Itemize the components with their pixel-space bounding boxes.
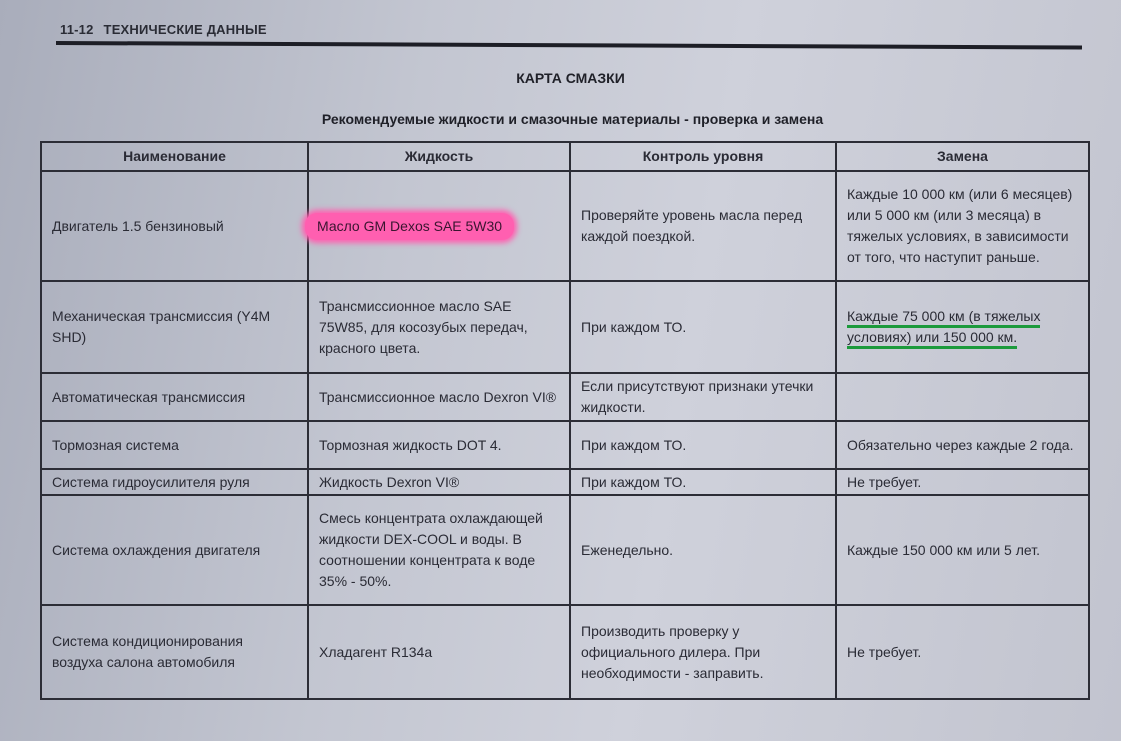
cell-name: Система охлаждения двигателя	[41, 495, 308, 605]
table-row	[41, 605, 1089, 699]
cell-fluid: Трансмиссионное масло SAE 75W85, для косозубых передач, красного цвета.	[308, 281, 570, 373]
column-header-fluid: Жидкость	[308, 142, 570, 171]
table-row	[41, 421, 1089, 469]
cell-replace	[836, 373, 1089, 421]
cell-name: Система кондиционирования воздуха салона автомобиля	[41, 605, 308, 699]
cell-replace	[836, 281, 1089, 373]
table-caption: Рекомендуемые жидкости и смазочные материалы - проверка и замена	[321, 111, 824, 127]
cell-check: Еженедельно.	[570, 495, 836, 605]
lubrication-table	[40, 141, 1090, 700]
cell-replace: Не требует.	[836, 605, 1089, 699]
cell-fluid: Трансмиссионное масло Dexron VI®	[308, 373, 570, 421]
cell-check: При каждом ТО.	[570, 281, 836, 373]
table-row	[41, 281, 1089, 373]
table-row	[41, 469, 1089, 495]
cell-check: Проверяйте уровень масла перед каждой поездкой.	[570, 171, 836, 281]
table-header-row	[41, 142, 1089, 171]
table-row	[41, 373, 1089, 421]
cell-fluid: Тормозная жидкость DOT 4.	[308, 421, 570, 469]
cell-fluid	[308, 171, 570, 281]
cell-replace: Не требует.	[836, 469, 1089, 495]
running-header	[60, 22, 267, 37]
header-rule	[56, 41, 1082, 49]
cell-fluid: Смесь концентрата охлаждающей жидкости DEX-COOL и воды. В соотношении концентрата к воде 35% - 50%.	[308, 495, 570, 605]
cell-name: Двигатель 1.5 бензиновый	[41, 171, 308, 281]
cell-name: Автоматическая трансмиссия	[41, 373, 308, 421]
table-row	[41, 495, 1089, 605]
cell-name: Тормозная система	[41, 421, 308, 469]
column-header-replace: Замена	[836, 142, 1089, 171]
cell-fluid: Жидкость Dexron VI®	[308, 469, 570, 495]
highlighted-fluid: Масло GM Dexos SAE 5W30	[305, 213, 514, 240]
page-number: 11-12	[60, 22, 94, 37]
cell-check: При каждом ТО.	[570, 421, 836, 469]
table-row	[41, 171, 1089, 281]
cell-name: Система гидроусилителя руля	[41, 469, 308, 495]
cell-replace: Каждые 150 000 км или 5 лет.	[836, 495, 1089, 605]
cell-check: Производить проверку у официального дилера. При необходимости - заправить.	[570, 605, 836, 699]
underlined-replace: Каждые 75 000 км (в тяжелых условиях) или 150 000 км.	[847, 308, 1040, 349]
cell-name: Механическая трансмиссия (Y4M SHD)	[41, 281, 308, 373]
cell-replace: Обязательно через каждые 2 года.	[836, 421, 1089, 469]
section-title: ТЕХНИЧЕСКИЕ ДАННЫЕ	[103, 22, 267, 37]
cell-check: При каждом ТО.	[570, 469, 836, 495]
column-header-name: Наименование	[41, 142, 308, 171]
cell-fluid: Хладагент R134a	[308, 605, 570, 699]
page-title: КАРТА СМАЗКИ	[516, 70, 625, 86]
cell-check: Если присутствуют признаки утечки жидкости.	[570, 373, 836, 421]
column-header-check: Контроль уровня	[570, 142, 836, 171]
cell-replace: Каждые 10 000 км (или 6 месяцев) или 5 000 км (или 3 месяца) в тяжелых условиях, в зависимости от того, что наступит раньше.	[836, 171, 1089, 281]
